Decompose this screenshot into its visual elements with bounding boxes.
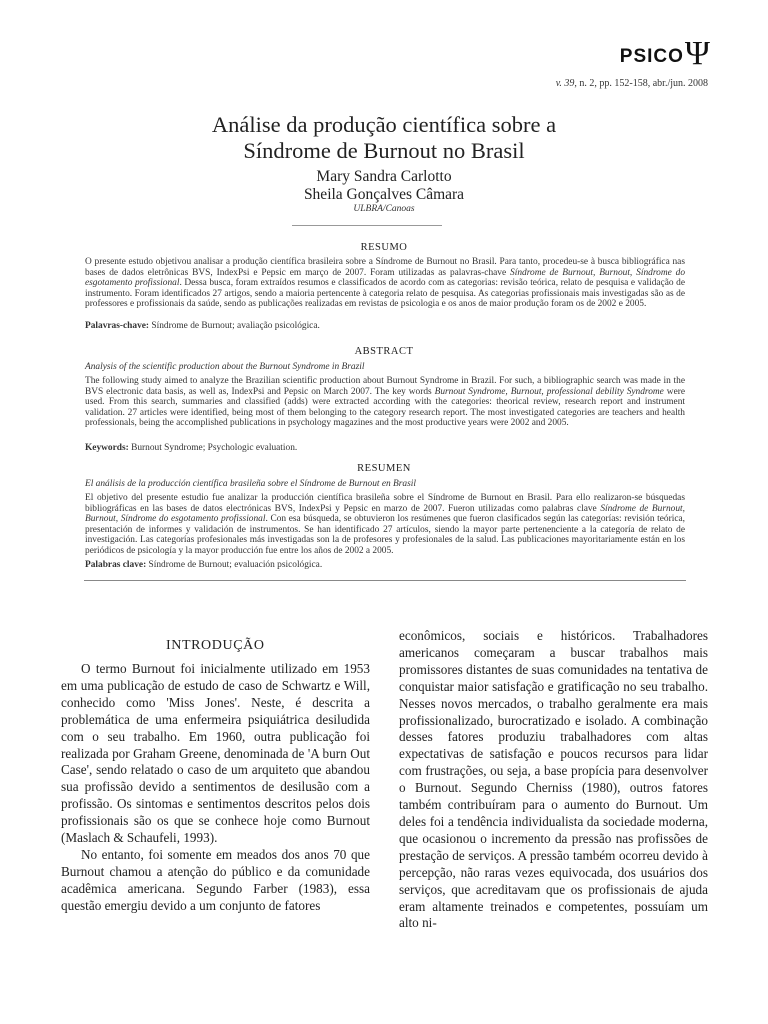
affiliation: ULBRA/Canoas (353, 204, 415, 214)
resumen-heading: RESUMEN (357, 463, 411, 474)
left-column (61, 661, 370, 915)
left-paragraph-2: No entanto, foi somente em meados dos anos 70 que Burnout chamou a atenção do público e da comunidade acadêmica americana. Segundo Farber (1983), essa questão emergiu devido a um conjunto de fatores (61, 846, 370, 913)
psi-icon: Ψ (684, 35, 710, 72)
citation (556, 78, 708, 89)
title-divider (292, 225, 442, 226)
resumen-text: El objetivo del presente estudio fue analizar la producción científica brasileña sobre el Síndrome de Burnout en Brasil. Para ello realizaron-se búsquedas bibliográficas en las bases de datos electrónicas BVS, IndexPsi y Pepsic en marzo de 2007. Fueron utilizadas como palabras clave Síndrome de Burnout, Burnout, Síndrome do esgotamento profissional. Con esa búsqueda, se obtuvieron los resúmenes que fueron clasificados según las categorías: revisión teórica, presentación de informes y validación de instrumentos. Se han identificado 27 artículos, siendo la mayor parte pertenenciente a la categoría de relato de investigación. Las categorías profesionales más investigadas son la de profesores y profesionales de la salud. Las publicaciones mayoritariamente están en los periódicos de psicología y la mayor producción fue entre los años de 2002 a 2005. (85, 493, 686, 556)
abstract-text: The following study aimed to analyze the Brazilian scientific production about Burnout Syndrome in Brazil. For such, a bibliographic search was made in the BVS electronic data basis, as well as, IndexPsi and Pepsic on March 2007. The key words Burnout Syndrome, Burnout, professional debility Syndrome were used. From this search, summaries and classified (adds) were extracted according with the categories: theorical review, research report and instrument validation. 27 articles were identified, being most of them belonging to the category research report. The most investigated categories are teachers and health professionals, being the accomplished publications in psychology magazines and the most productive years were 2002 and 2005. (85, 376, 686, 429)
resumen-subtitle: El análisis de la producción científica brasileña sobre el Síndrome de Burnout en Brasil (85, 479, 416, 489)
right-paragraph-1: econômicos, sociais e históricos. Trabalhadores americanos começaram a buscar trabalhos mais promissores distantes de suas comunidades na tentativa de conquistar maior satisfação e gratificação no seu trabalho. Nesses novos mercados, o trabalho geralmente era mais profissionalizado, burocratizado e isolado. A combinação desses fatores produziu trabalhadores com altas expectativas de satisfação e poucos recursos para lidar com frustrações, ou seja, a base propícia para desenvolver o Burnout. Segundo Cherniss (1980), outros fatores também contribuíram para o aumento do Burnout. Um deles foi a tendência individualista da sociedade moderna, que ocasionou o incremento da pressão nas profissões de prestação de serviços. A pressão também ocorreu devido à percepção, não raras vezes equivocada, dos usuários dos serviços, que acreditavam que os profissionais de ajuda eram altamente treinados e competentes, possuíam um alto ni- (399, 628, 708, 931)
intro-heading: INTRODUÇÃO (166, 638, 265, 653)
abstract-heading: ABSTRACT (354, 346, 414, 357)
right-column (399, 628, 708, 932)
logo-text: PSICO (619, 46, 684, 67)
citation-volume: v. 39 (555, 78, 575, 89)
resumo-text: O presente estudo objetivou analisar a produção científica brasileira sobre a Síndrome de Burnout no Brasil. Para tanto, procedeu-se à busca bibliográfica nas bases de dados eletrônicas BVS, IndexPsi e Pepsic em março de 2007. Foram utilizadas as palavras-chave Síndrome de Burnout, Burnout, Síndrome do esgotamento profissional. Dessa busca, foram extraídos resumos e classificados de acordo com as categorias: revisão teórica, relato de pesquisa e validação de instrumento. Foram identificados 27 artigos, sendo a maioria pertencente à categoria relato de pesquisa. As categorias profissionais mais investigadas são as de professores e profissionais da saúde, sendo as publicações realizadas em revistas de psicologia e os anos de maior produção foram os de 2002 e 2005. (85, 257, 686, 310)
author-1: Mary Sandra Carlotto (316, 168, 452, 185)
resumen-keywords: Palabras clave: Síndrome de Burnout; evaluación psicológica. (85, 560, 323, 570)
abstract-subtitle: Analysis of the scientific production about the Burnout Syndrome in Brazil (85, 362, 365, 372)
resumo-heading: RESUMO (360, 242, 408, 253)
journal-logo (619, 35, 710, 72)
citation-details: , n. 2, pp. 152-158, abr./jun. 2008 (574, 78, 708, 89)
article-title (0, 112, 768, 164)
title-line-2: Síndrome de Burnout no Brasil (243, 138, 525, 163)
author-2: Sheila Gonçalves Câmara (303, 186, 465, 203)
resumo-keywords: Palavras-chave: Síndrome de Burnout; avaliação psicológica. (85, 321, 320, 331)
abstract-divider (84, 580, 686, 581)
abstract-keywords: Keywords: Burnout Syndrome; Psychologic evaluation. (85, 443, 298, 453)
title-line-1: Análise da produção científica sobre a (211, 112, 557, 137)
left-paragraph-1: O termo Burnout foi inicialmente utilizado em 1953 em uma publicação de estudo de caso de Schwartz e Will, conhecido como 'Miss Jones'. Neste, é descrita a problemática de uma enfermeira psiquiátrica desiludida com o seu trabalho. Em 1960, outra publicação foi realizada por Graham Greene, denominada de 'A burn Out Case', sendo relatado o caso de um arquiteto que abandou sua profissão devido a sentimentos de desilusão com a profissão. Os sintomas e sentimentos descritos pelos dois profissionais são os que se conhece hoje como Burnout (Maslach & Schaufeli, 1993). (61, 661, 370, 846)
